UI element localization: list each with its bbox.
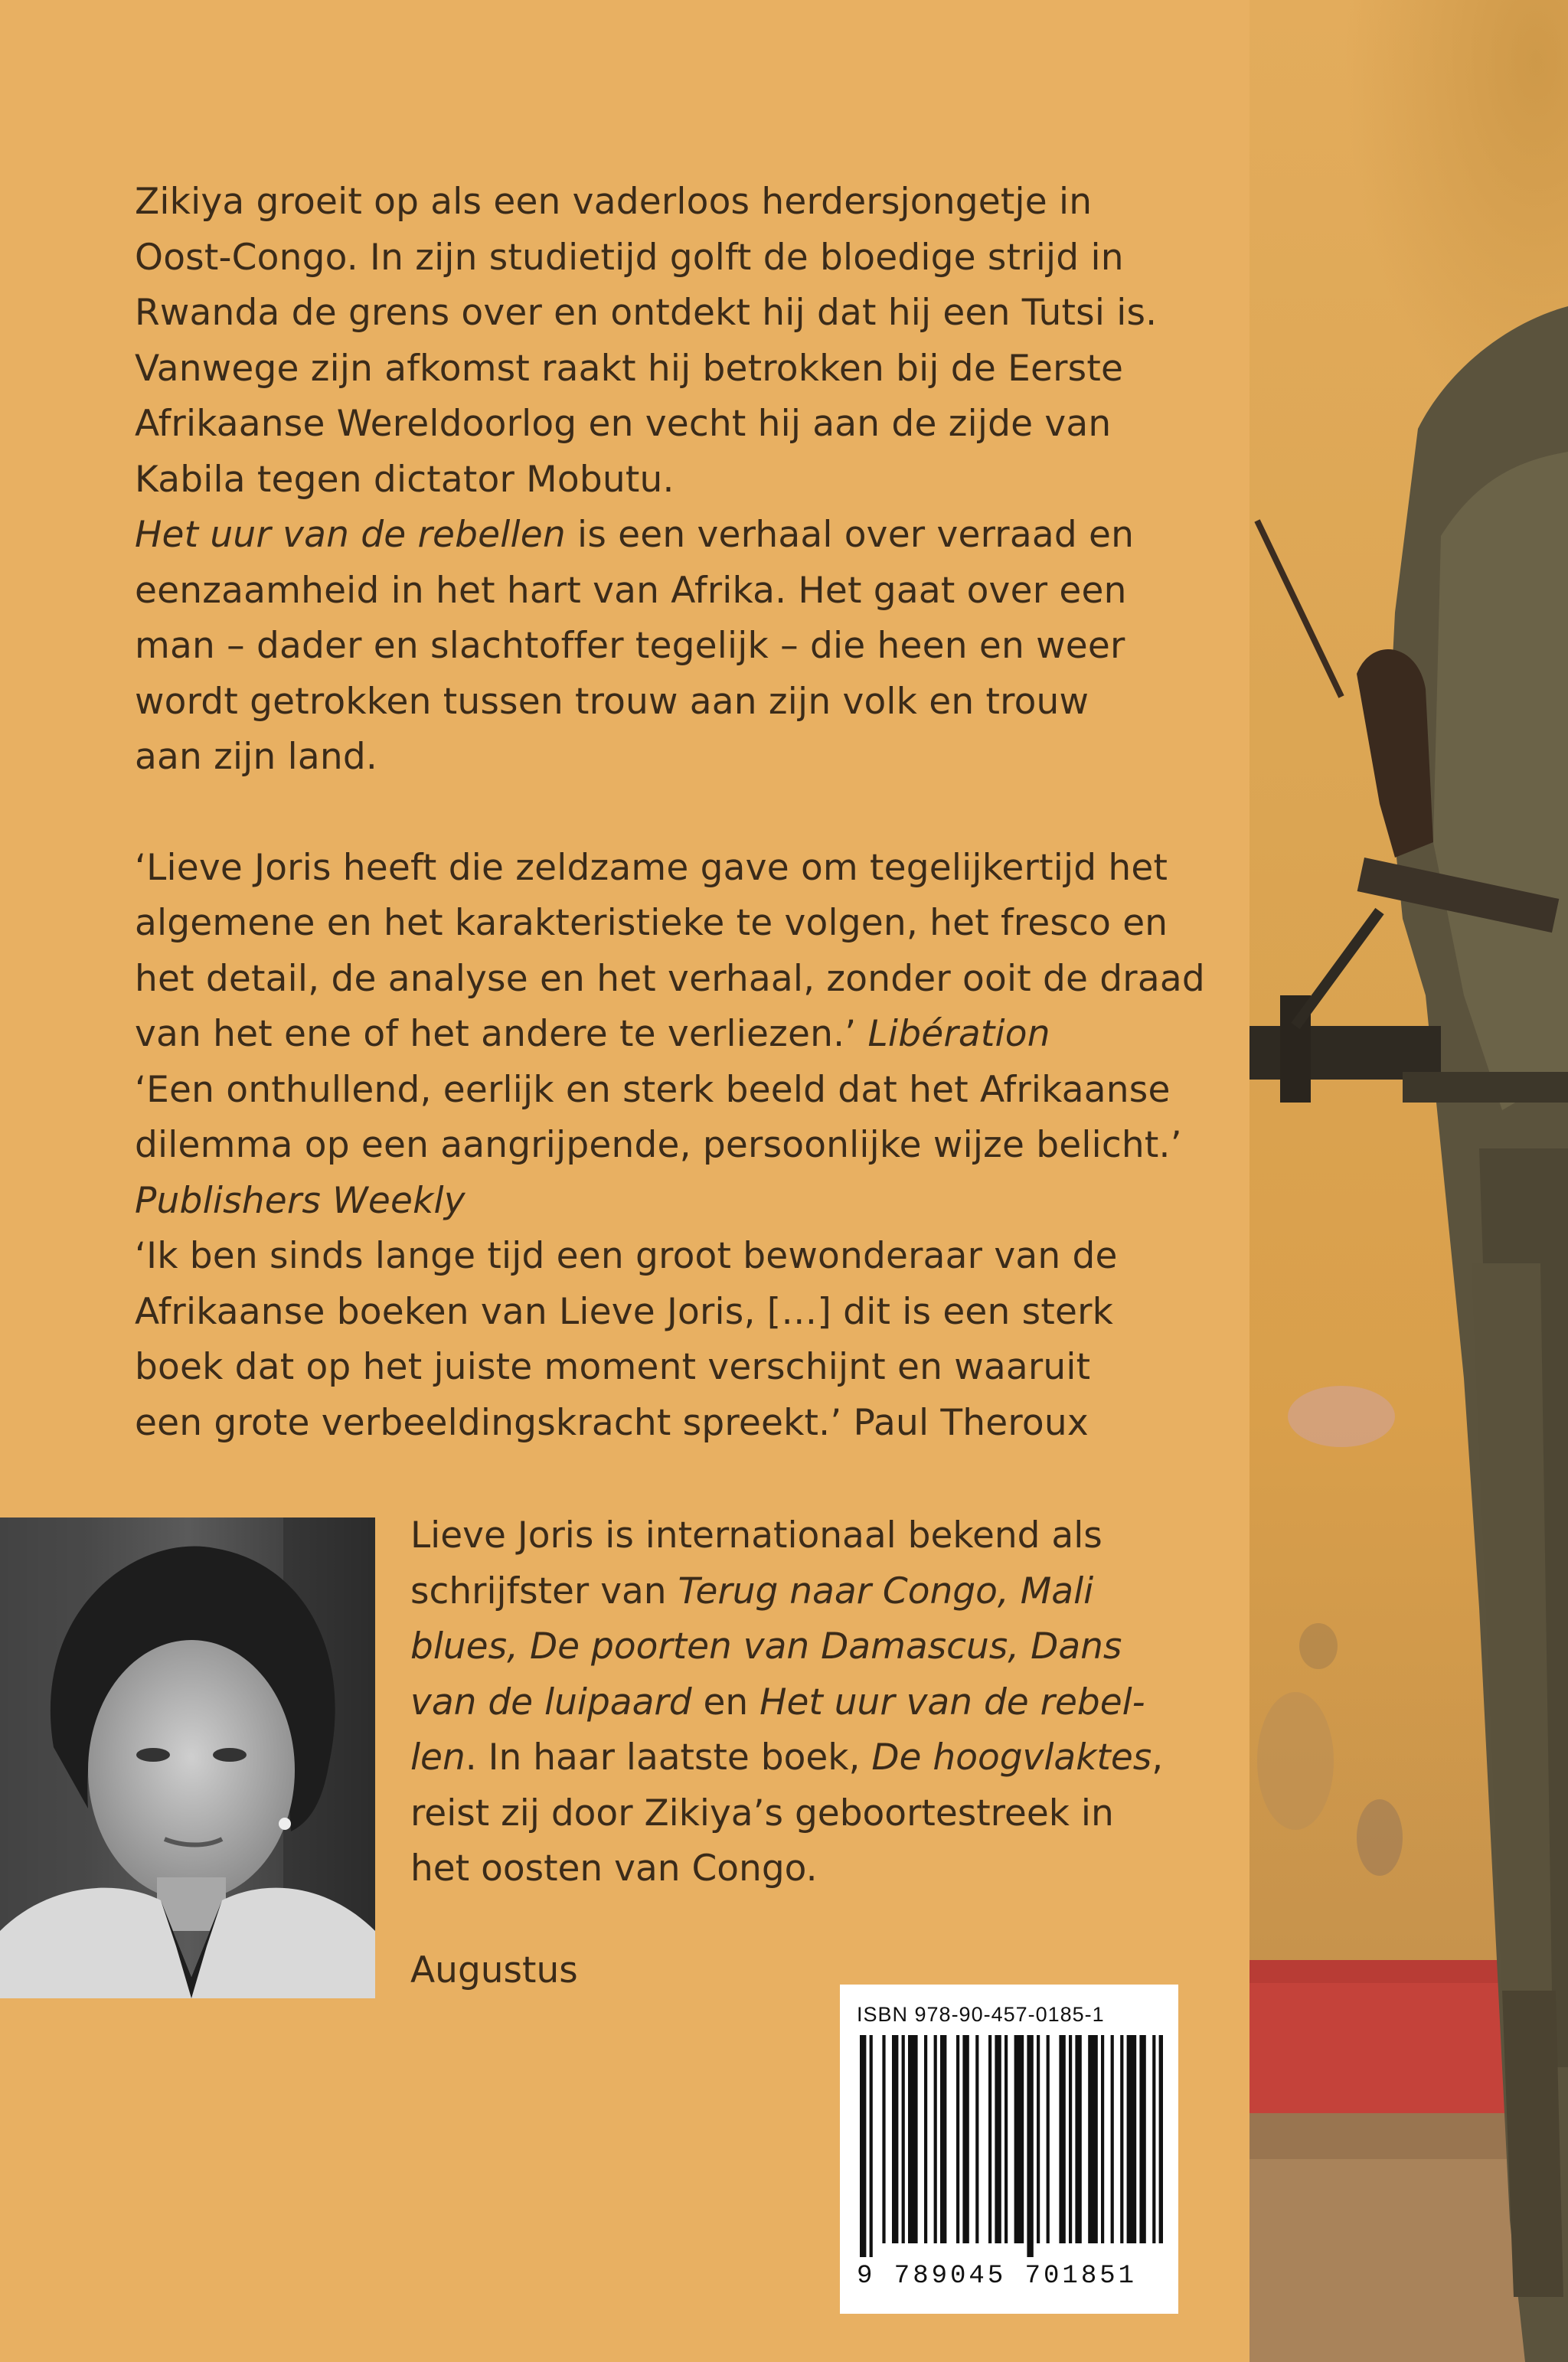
- review-quotes: [135, 841, 1207, 1452]
- book-title: len: [410, 1736, 466, 1779]
- book-title: Het uur van de rebel-: [760, 1681, 1145, 1723]
- barcode-bar: [1127, 2035, 1137, 2243]
- quote-line: het detail, de analyse en het verhaal, zonder ooit de draad: [135, 957, 1205, 1000]
- quote-source: Libération: [867, 1013, 1050, 1055]
- barcode-bar: [962, 2035, 969, 2243]
- barcode-bar: [956, 2035, 959, 2243]
- blurb-line: is een verhaal over verraad en: [565, 514, 1135, 556]
- barcode-bar: [1111, 2035, 1114, 2243]
- blurb-line: wordt getrokken tussen trouw aan zijn volk en trouw: [135, 680, 1089, 723]
- blurb-line: Oost-Congo. In zijn studietijd golft de bloedige strijd in: [135, 236, 1124, 279]
- barcode-bar: [1069, 2035, 1072, 2243]
- barcode-bar: [975, 2035, 978, 2243]
- blurb-line: Zikiya groeit op als een vaderloos herdersjongetje in: [135, 181, 1093, 223]
- barcode-bar: [1159, 2035, 1163, 2243]
- barcode-bar: [1037, 2035, 1040, 2243]
- blurb-text: [135, 175, 1207, 1451]
- barcode-bar: [924, 2035, 927, 2243]
- quote-line: algemene en het karakteristieke te volgen, het fresco en: [135, 902, 1168, 944]
- book-title: blues, De poorten van Damascus, Dans: [410, 1625, 1122, 1668]
- cover-photo-soldier: [1250, 0, 1568, 2362]
- barcode-bar: [940, 2035, 946, 2243]
- barcode-bar: [1120, 2035, 1123, 2243]
- book-title: Terug naar Congo, Mali: [678, 1570, 1094, 1612]
- barcode-bar: [1014, 2035, 1024, 2243]
- quote-line: ‘Lieve Joris heeft die zeldzame gave om tegelijkertijd het: [135, 846, 1168, 889]
- soldier-image: [1250, 0, 1568, 2362]
- blurb-line: Afrikaanse Wereldoorlog en vecht hij aan de zijde van: [135, 403, 1112, 445]
- barcode-bar: [892, 2035, 898, 2243]
- quote-line: Afrikaanse boeken van Lieve Joris, […] dit is een sterk: [135, 1290, 1114, 1333]
- bio-line: schrijfster van: [410, 1570, 678, 1612]
- bio-line: . In haar laatste boek,: [465, 1736, 872, 1779]
- bio-line: het oosten van Congo.: [410, 1847, 818, 1890]
- blurb-line: Vanwege zijn afkomst raakt hij betrokken bij de Eerste: [135, 347, 1124, 390]
- barcode-bar: [902, 2035, 905, 2243]
- barcode-bar: [995, 2035, 1001, 2243]
- book-title: van de luipaard: [410, 1681, 692, 1723]
- summary-paragraph: [135, 175, 1207, 786]
- barcode-bar: [870, 2035, 873, 2257]
- quote-line: van het ene of het andere te verliezen.’: [135, 1013, 868, 1055]
- isbn-barcode: [840, 1985, 1178, 2314]
- blurb-line: eenzaamheid in het hart van Afrika. Het gaat over een: [135, 569, 1127, 612]
- publisher-name: Augustus: [410, 1949, 578, 1991]
- barcode-bar: [1088, 2035, 1098, 2243]
- barcode-bar: [1152, 2035, 1155, 2243]
- bio-line: reist zij door Zikiya’s geboortestreek in: [410, 1792, 1114, 1834]
- quote-line: dilemma op een aangrijpende, persoonlijke wijze belicht.’: [135, 1124, 1182, 1166]
- bio-line: Lieve Joris is internationaal bekend als: [410, 1514, 1102, 1557]
- barcode-bar: [1027, 2035, 1033, 2257]
- blurb-line: man – dader en slachtoffer tegelijk – die heen en weer: [135, 625, 1125, 667]
- bio-line: en: [691, 1681, 760, 1723]
- barcode-bar: [1139, 2035, 1145, 2243]
- barcode-bar: [882, 2035, 885, 2243]
- quote-line: ‘Een onthullend, eerlijk en sterk beeld dat het Afrikaanse: [135, 1068, 1171, 1111]
- book-title: De hoogvlaktes: [871, 1736, 1152, 1779]
- barcode-bar: [1004, 2035, 1008, 2243]
- author-portrait-image: [0, 1517, 375, 1998]
- book-title: Het uur van de rebellen: [135, 514, 566, 556]
- barcode-bar: [860, 2035, 866, 2257]
- blurb-line: Kabila tegen dictator Mobutu.: [135, 458, 675, 501]
- barcode-bar: [1101, 2035, 1104, 2243]
- barcode-bar: [1075, 2035, 1081, 2243]
- barcode-icon: [857, 2035, 1163, 2257]
- quote-source: Publishers Weekly: [135, 1179, 466, 1222]
- isbn-label: ISBN 978-90-457-0185-1: [857, 2003, 1105, 2026]
- author-bio: [410, 1508, 1176, 1897]
- quote-line: boek dat op het juiste moment verschijnt en waaruit: [135, 1346, 1091, 1388]
- blurb-line: Rwanda de grens over en ontdekt hij dat hij een Tutsi is.: [135, 292, 1158, 334]
- barcode-bar: [934, 2035, 937, 2243]
- quote-line: een grote verbeeldingskracht spreekt.’ Paul Theroux: [135, 1401, 1089, 1444]
- bio-line: ,: [1152, 1736, 1164, 1779]
- barcode-bar: [1059, 2035, 1065, 2243]
- barcode-bar: [1047, 2035, 1050, 2243]
- quote-line: ‘Ik ben sinds lange tijd een groot bewonderaar van de: [135, 1235, 1118, 1277]
- barcode-bar: [988, 2035, 991, 2243]
- blurb-line: aan zijn land.: [135, 736, 378, 778]
- barcode-digits: 9 789045 701851: [857, 2262, 1138, 2291]
- author-photo: [0, 1517, 375, 1998]
- barcode-bar: [908, 2035, 918, 2243]
